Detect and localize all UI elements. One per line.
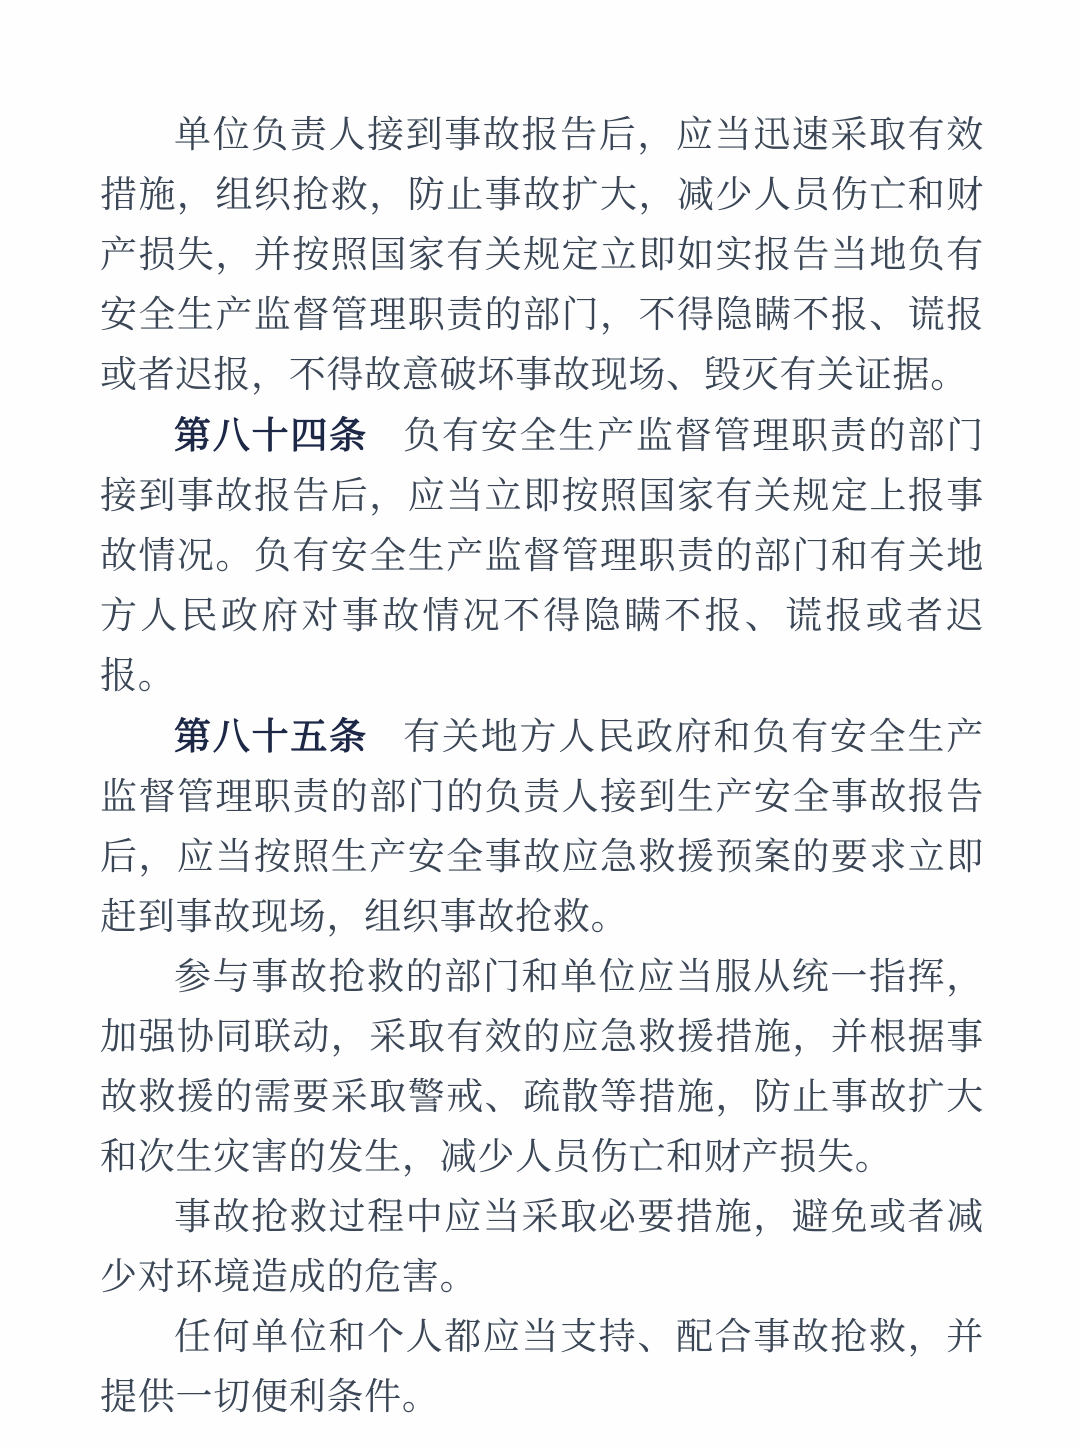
- article-85-text: 有关地方人民政府和负有安全生产监督管理职责的部门的负责人接到生产安全事故报告后，应当按照生产安全事故应急救援预案的要求立即赶到事故现场，组织事故抢救。: [100, 717, 984, 938]
- paragraph-article-84: [100, 406, 984, 707]
- paragraph-unit-head-duty: 单位负责人接到事故报告后，应当迅速采取有效措施，组织抢救，防止事故扩大，减少人员伤亡和财产损失，并按照国家有关规定立即如实报告当地负有安全生产监督管理职责的部门，不得隐瞒不报、谎报或者迟报，不得故意破坏事故现场、毁灭有关证据。: [100, 115, 984, 396]
- article-85-heading: 第八十五条: [174, 716, 368, 757]
- article-84-text: 负有安全生产监督管理职责的部门接到事故报告后，应当立即按照国家有关规定上报事故情况。负有安全生产监督管理职责的部门和有关地方人民政府对事故情况不得隐瞒不报、谎报或者迟报。: [100, 416, 984, 697]
- paragraph-support-obligation: 任何单位和个人都应当支持、配合事故抢救，并提供一切便利条件。: [100, 1317, 984, 1418]
- paragraph-rescue-coordination: 参与事故抢救的部门和单位应当服从统一指挥，加强协同联动，采取有效的应急救援措施，并根据事故救援的需要采取警戒、疏散等措施，防止事故扩大和次生灾害的发生，减少人员伤亡和财产损失。: [100, 957, 984, 1178]
- paragraph-environment-protection: 事故抢救过程中应当采取必要措施，避免或者减少对环境造成的危害。: [100, 1197, 984, 1298]
- article-84-heading: 第八十四条: [174, 415, 368, 456]
- paragraph-article-85: [100, 707, 984, 948]
